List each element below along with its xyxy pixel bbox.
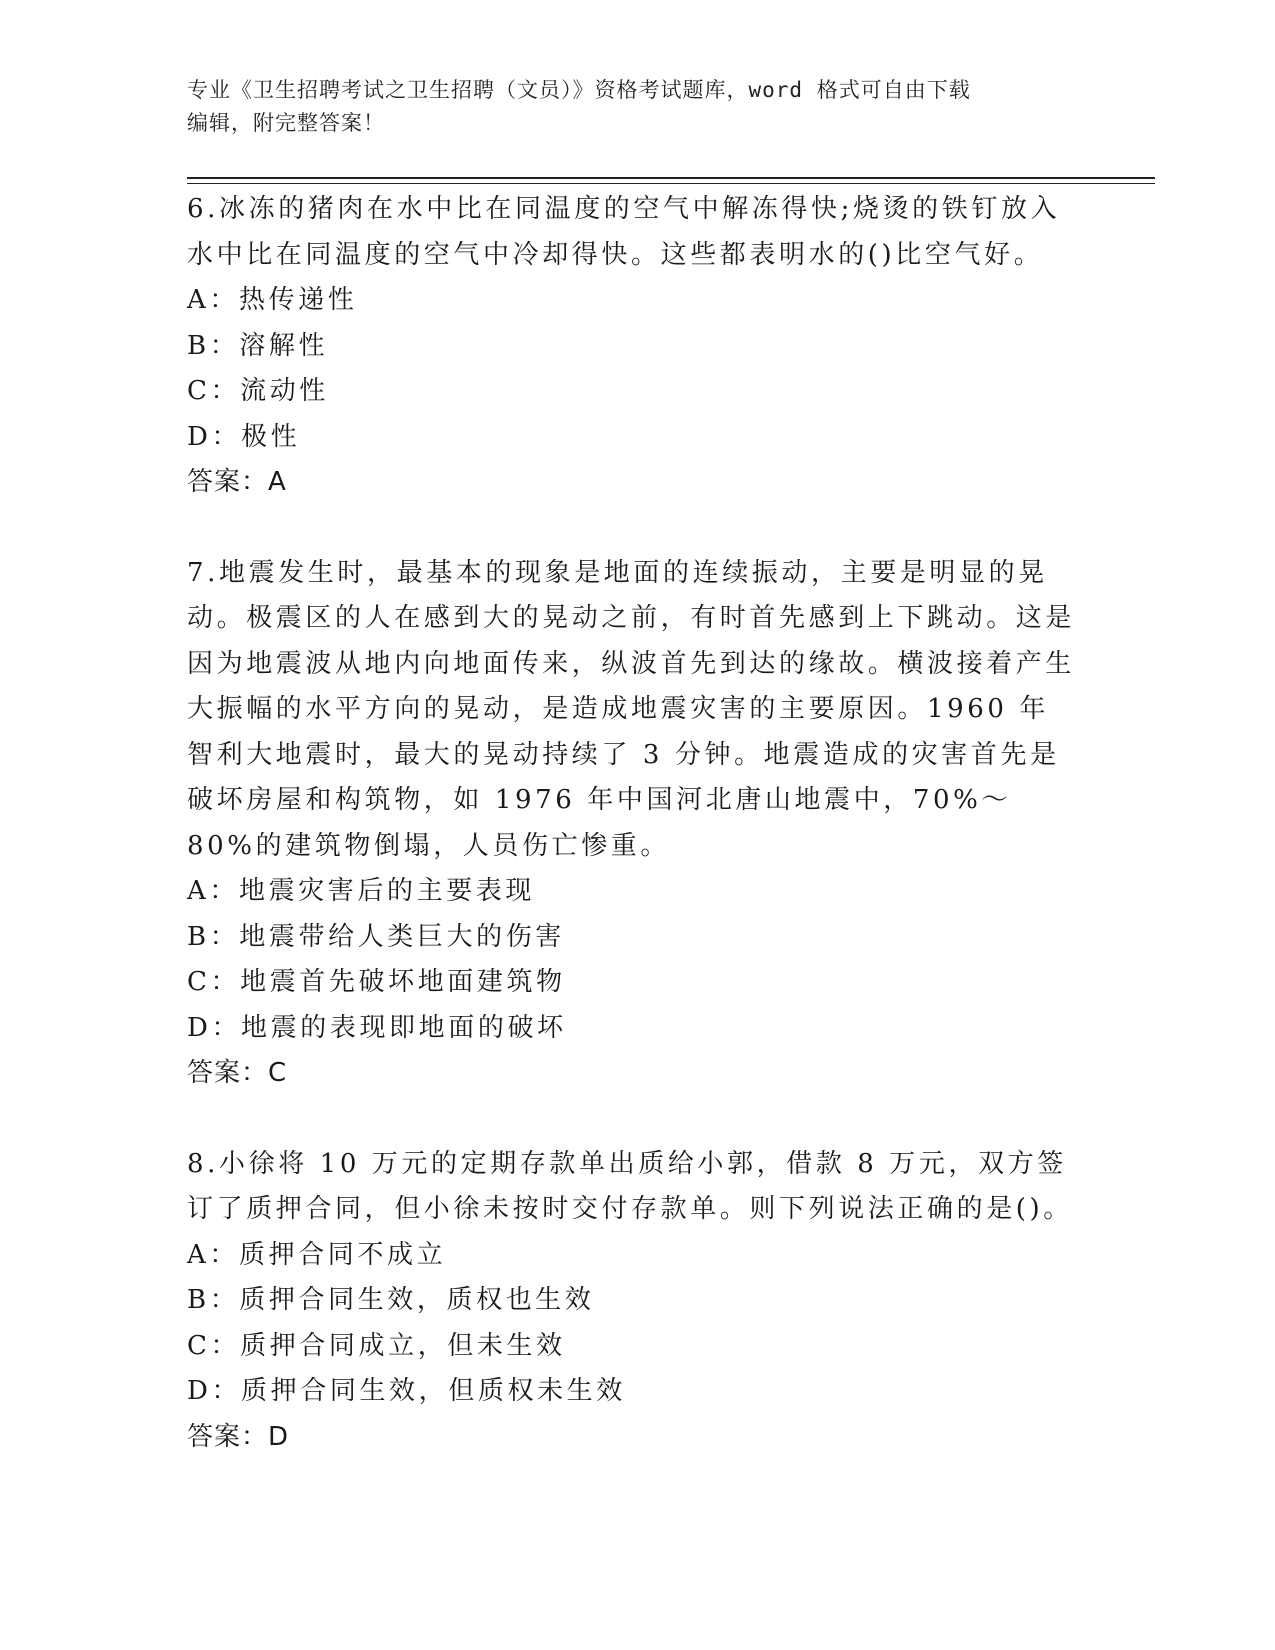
- header-divider-thick: [187, 177, 1155, 179]
- question-stem: 6.冰冻的猪肉在水中比在同温度的空气中解冻得快;烧烫的铁钉放入水中比在同温度的空气中冷却得快。这些都表明水的()比空气好。: [187, 194, 1061, 270]
- option-b: B：地震带给人类巨大的伤害: [187, 921, 565, 952]
- question-6: [187, 187, 1077, 506]
- question-list: [187, 187, 1077, 1460]
- header-line-2: 编辑，附完整答案！: [187, 111, 385, 135]
- option-b: B：溶解性: [187, 330, 329, 361]
- option-a: A：热传递性: [187, 285, 358, 315]
- option-a: A：质押合同不成立: [187, 1239, 447, 1270]
- question-8: [187, 1142, 1077, 1461]
- option-d: D：地震的表现即地面的破坏: [187, 1012, 567, 1043]
- option-c: C：地震首先破坏地面建筑物: [187, 967, 566, 997]
- option-c: C：流动性: [187, 376, 329, 406]
- option-d: D：极性: [187, 421, 301, 452]
- header-line-1: 专业《卫生招聘考试之卫生招聘（文员）》资格考试题库，word 格式可自由下载: [187, 78, 971, 102]
- question-stem: 8.小徐将 10 万元的定期存款单出质给小郭，借款 8 万元，双方签订了质押合同，但小徐未按时交付存款单。则下列说法正确的是()。: [187, 1148, 1073, 1224]
- question-stem: 7.地震发生时，最基本的现象是地面的连续振动，主要是明显的晃动。极震区的人在感到大的晃动之前，有时首先感到上下跳动。这是因为地震波从地内向地面传来，纵波首先到达的缘故。横波接着产生大振幅的水平方向的晃动，是造成地震灾害的主要原因。1960 年智利大地震时，最大的晃动持续了 3 分钟。地震造成的灾害首先是破坏房屋和构筑物，如 1976 年中国河北唐山地震中，70%～80%的建筑物倒塌，人员伤亡惨重。: [187, 557, 1076, 861]
- question-spacer: [187, 506, 1077, 551]
- document-header: [187, 74, 1067, 140]
- answer-line: 答案：A: [187, 467, 287, 497]
- question-spacer: [187, 1097, 1077, 1142]
- option-c: C：质押合同成立，但未生效: [187, 1330, 566, 1361]
- header-divider-thin: [187, 183, 1155, 184]
- option-b: B：质押合同生效，质权也生效: [187, 1285, 595, 1315]
- answer-line: 答案：C: [187, 1058, 288, 1088]
- question-7: [187, 551, 1077, 1097]
- option-a: A：地震灾害后的主要表现: [187, 876, 535, 906]
- answer-line: 答案：D: [187, 1421, 290, 1452]
- option-d: D：质押合同生效，但质权未生效: [187, 1376, 626, 1406]
